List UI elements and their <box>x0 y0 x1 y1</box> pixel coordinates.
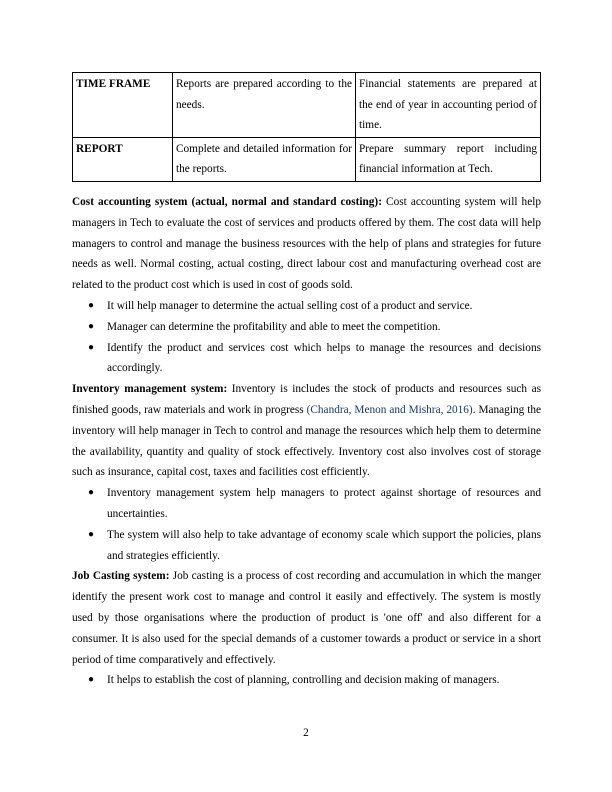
row-label: TIME FRAME <box>73 73 173 138</box>
section-heading: Cost accounting system (actual, normal and standard costing): <box>72 195 382 208</box>
inventory-bullet-list <box>72 483 541 566</box>
paragraph-text: Inventory is includes the stock of products and resources such as finished goods, raw materials and work in progress <box>72 383 541 416</box>
inventory-paragraph <box>72 379 541 483</box>
list-item: ● The system will also help to take advantage of economy scale which support the policies, plans and strategies efficiently. <box>72 525 541 567</box>
list-item: ● Identify the product and services cost which helps to manage the resources and decisions accordingly. <box>72 338 541 380</box>
page-content <box>72 72 541 691</box>
list-item: ● Inventory management system help managers to protect against shortage of resources and uncertainties. <box>72 483 541 525</box>
table-row <box>73 137 541 181</box>
job-casting-paragraph <box>72 566 541 670</box>
cost-bullet-list <box>72 296 541 379</box>
paragraph-text: Cost accounting system will help managers in Tech to evaluate the cost of services and products offered by them. The cost data will help managers to control and manage the business resources with the help of plans and strategies for future needs as well. Normal costing, actual costing, direct labour cost and manufacturing overhead cost are related to the product cost which is used in cost of goods sold. <box>72 195 541 292</box>
cost-accounting-paragraph <box>72 192 541 296</box>
row-label: REPORT <box>73 137 173 181</box>
table-cell: Complete and detailed information for the reports. <box>173 137 356 181</box>
citation-link: (Chandra, Menon and Mishra, 2016) <box>306 403 473 416</box>
page-number: 2 <box>303 727 309 739</box>
table-cell: Reports are prepared according to the needs. <box>173 73 356 138</box>
list-item: ● It will help manager to determine the actual selling cost of a product and service. <box>72 296 541 317</box>
list-item: ● It helps to establish the cost of planning, controlling and decision making of managers. <box>72 670 541 691</box>
bullet-icon: ● <box>88 487 95 499</box>
table-cell: Prepare summary report including financial information at Tech. <box>356 137 541 181</box>
bullet-icon: ● <box>88 341 95 353</box>
paragraph-text: . Managing the inventory will help manager in Tech to control and manage the resources which help them to determine the availability, quantity and quality of stock effectively. Inventory cost also involves cost of storage such as insurance, capital cost, taxes and facilities cost efficiently. <box>72 403 541 479</box>
section-heading: Job Casting system: <box>72 570 170 583</box>
bullet-icon: ● <box>88 320 95 332</box>
paragraph-text: Job casting is a process of cost recording and accumulation in which the manger identify the present work cost to manage and control it easily and effectively. The system is mostly used by those organisations where the production of product is 'one off' and also different for a consumer. It is also used for the special demands of a customer towards a product or service in a short period of time comparatively and effectively. <box>72 570 541 666</box>
bullet-icon: ● <box>88 528 95 540</box>
job-bullet-list <box>72 670 541 691</box>
comparison-table <box>72 72 541 182</box>
bullet-icon: ● <box>88 299 95 311</box>
list-item: ● Manager can determine the profitability and able to meet the competition. <box>72 317 541 338</box>
bullet-icon: ● <box>88 674 95 686</box>
table-cell: Financial statements are prepared at the end of year in accounting period of time. <box>356 73 541 138</box>
table-row <box>73 73 541 138</box>
section-heading: Inventory management system: <box>72 383 228 396</box>
